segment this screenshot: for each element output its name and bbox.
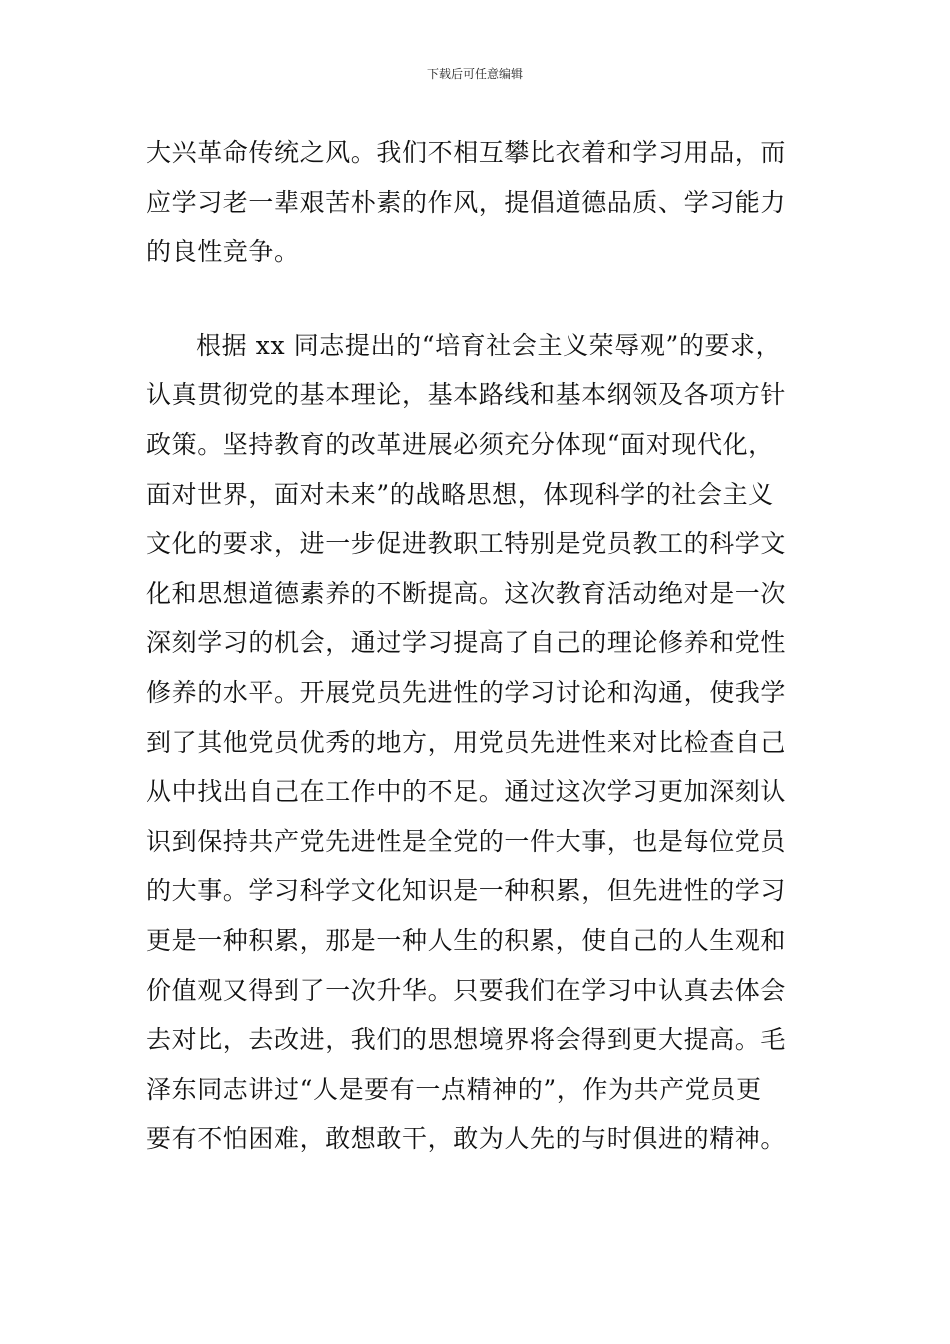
paragraph-line: 化和思想道德素养的不断提高。这次教育活动绝对是一次 bbox=[146, 578, 787, 608]
paragraph-line: 要有不怕困难，敢想敢干，敢为人先的与时俱进的精神。 bbox=[146, 1124, 787, 1154]
page-header: 下载后可任意编辑 bbox=[426, 67, 523, 81]
paragraph-spacer bbox=[146, 277, 811, 321]
paragraph-line: 到了其他党员优秀的地方，用党员先进性来对比检查自己 bbox=[146, 727, 787, 757]
paragraph-2 bbox=[146, 321, 811, 1164]
document-body bbox=[146, 128, 811, 1164]
paragraph-line: 识到保持共产党先进性是全党的一件大事，也是每位党员 bbox=[146, 826, 787, 856]
paragraph-line: 文化的要求，进一步促进教职工特别是党员教工的科学文 bbox=[146, 529, 787, 559]
paragraph-line: 的大事。学习科学文化知识是一种积累，但先进性的学习 bbox=[146, 876, 787, 906]
paragraph-1 bbox=[146, 128, 811, 277]
paragraph-line: 价值观又得到了一次升华。只要我们在学习中认真去体会 bbox=[146, 975, 787, 1005]
paragraph-line: 更是一种积累，那是一种人生的积累，使自己的人生观和 bbox=[146, 925, 787, 955]
paragraph-line: 修养的水平。开展党员先进性的学习讨论和沟通，使我学 bbox=[146, 677, 787, 707]
paragraph-line: 政策。坚持教育的改革进展必须充分体现“面对现代化， bbox=[146, 429, 774, 459]
paragraph-line: 深刻学习的机会，通过学习提高了自己的理论修养和党性 bbox=[146, 628, 787, 658]
paragraph-line: 从中找出自己在工作中的不足。通过这次学习更加深刻认 bbox=[146, 777, 787, 807]
paragraph-line: 泽东同志讲过“人是要有一点精神的”，作为共产党员更 bbox=[146, 1074, 762, 1104]
paragraph-line: 去对比，去改进，我们的思想境界将会得到更大提高。毛 bbox=[146, 1025, 787, 1055]
paragraph-line: 大兴革命传统之风。我们不相互攀比衣着和学习用品，而 bbox=[146, 138, 787, 167]
paragraph-line: 的良性竞争。 bbox=[146, 237, 300, 267]
paragraph-line: 应学习老一辈艰苦朴素的作风，提倡道德品质、学习能力 bbox=[146, 187, 787, 217]
paragraph-line: 根据 xx 同志提出的“培育社会主义荣辱观”的要求， bbox=[196, 330, 782, 360]
paragraph-line: 认真贯彻党的基本理论，基本路线和基本纲领及各项方针 bbox=[146, 380, 787, 410]
paragraph-line: 面对世界，面对未来”的战略思想，体现科学的社会主义 bbox=[146, 479, 774, 509]
